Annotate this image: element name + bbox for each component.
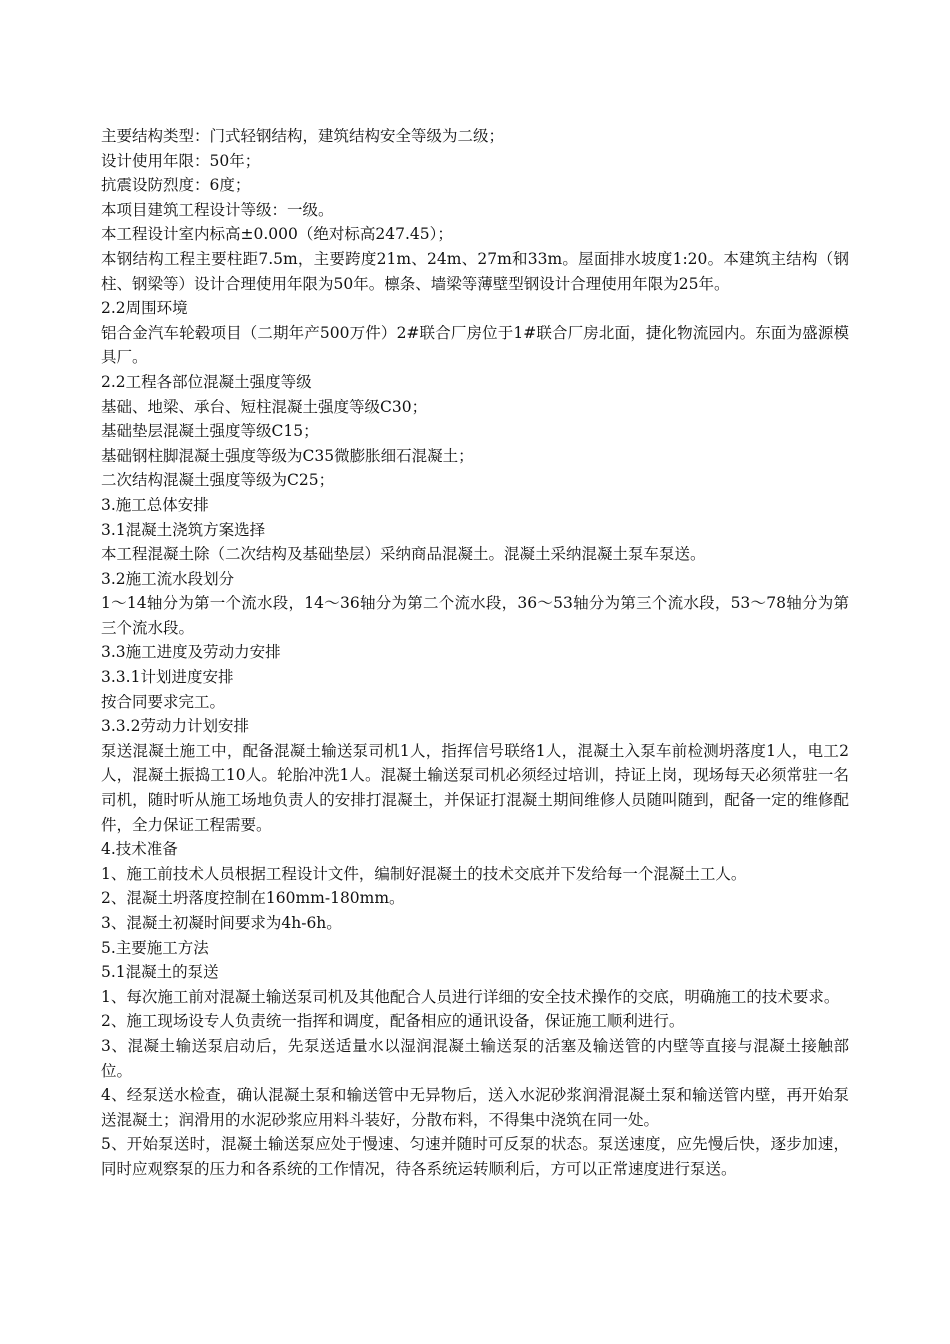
document-body [101,124,849,1182]
technical-prep-item-3: 3、混凝土初凝时间要求为4h-6h。 [101,914,342,932]
flow-sections-paragraph: 1～14轴分为第一个流水段，14～36轴分为第二个流水段，36～53轴分为第三个流水段，53～78轴分为第三个流水段。 [101,594,849,637]
section-heading-concrete-grades: 2.2工程各部位混凝土强度等级 [101,372,312,391]
pumping-item-1: 1、每次施工前对混凝土输送泵司机及其他配合人员进行详细的安全技术操作的交底，明确施工的技术要求。 [101,987,840,1006]
grade-column-base: 基础钢柱脚混凝土强度等级为C35微膨胀细石混凝土； [101,446,474,465]
schedule-paragraph: 按合同要求完工。 [101,692,226,711]
section-heading-pouring-scheme: 3.1混凝土浇筑方案选择 [101,520,266,539]
grade-cushion: 基础垫层混凝土强度等级C15； [101,422,319,441]
section-heading-surroundings: 2.2周围环境 [101,299,188,318]
pumping-item-5: 5、开始泵送时，混凝土输送泵应处于慢速、匀速并随时可反泵的状态。泵送速度，应先慢后快，逐步加速，同时应观察泵的压力和各系统的工作情况，待各系统运转顺利后，方可以正常速度进行泵送。 [101,1135,849,1178]
pumping-item-3: 3、混凝土输送泵启动后，先泵送适量水以湿润混凝土输送泵的活塞及输送管的内壁等直接与混凝土接触部位。 [101,1036,849,1080]
spec-design-grade: 本项目建筑工程设计等级：一级。 [101,200,334,219]
labor-paragraph: 泵送混凝土施工中，配备混凝土输送泵司机1人，指挥信号联络1人，混凝土入泵车前检测坍落度1人，电工2人，混凝土振捣工10人。轮胎冲洗1人。混凝土输送泵司机必须经过培训，持证上岗，现场每天必须常驻一名司机，随时听从施工场地负责人的安排打混凝土，并保证打混凝土期间维修人员随叫随到，配备一定的维修配件，全力保证工程需要。 [101,741,849,834]
pumping-item-2: 2、施工现场设专人负责统一指挥和调度，配备相应的通讯设备，保证施工顺利进行。 [101,1012,685,1031]
spec-structure-type: 主要结构类型：门式轻钢结构，建筑结构安全等级为二级； [101,127,505,145]
section-heading-overall-arrangement: 3.施工总体安排 [101,495,209,514]
spec-column-span-paragraph: 本钢结构工程主要柱距7.5m，主要跨度21m、24m、27m和33m。屋面排水坡度1:20。本建筑主结构（钢柱、钢梁等）设计合理使用年限为50年。檩条、墙梁等薄壁型钢设计合理使用年限为25年。 [101,249,849,293]
section-heading-flow-sections: 3.2施工流水段划分 [101,569,235,588]
section-heading-pumping: 5.1混凝土的泵送 [101,963,219,982]
pouring-scheme-paragraph: 本工程混凝土除（二次结构及基础垫层）采纳商品混凝土。混凝土采纳混凝土泵车泵送。 [101,545,706,564]
section-heading-methods: 5.主要施工方法 [101,938,209,957]
section-heading-technical-prep: 4.技术准备 [101,840,178,859]
technical-prep-item-2: 2、混凝土坍落度控制在160mm-180mm。 [101,889,405,908]
section-heading-labor: 3.3.2劳动力计划安排 [101,717,249,736]
technical-prep-item-1: 1、施工前技术人员根据工程设计文件，编制好混凝土的技术交底并下发给每一个混凝土工人。 [101,864,747,883]
section-heading-schedule: 3.3.1计划进度安排 [101,668,234,687]
section-heading-schedule-labor: 3.3施工进度及劳动力安排 [101,643,281,662]
spec-seismic-intensity: 抗震设防烈度：6度； [101,176,251,195]
spec-indoor-elevation: 本工程设计室内标高±0.000（绝对标高247.45）； [101,225,453,244]
grade-secondary-structure: 二次结构混凝土强度等级为C25； [101,471,335,490]
surroundings-paragraph: 铝合金汽车轮毂项目（二期年产500万件）2#联合厂房位于1#联合厂房北面，捷化物流园内。东面为盛源模具厂。 [101,323,849,367]
spec-design-life: 设计使用年限：50年； [101,151,261,170]
grade-foundation: 基础、地梁、承台、短柱混凝土强度等级C30； [101,397,428,416]
pumping-item-4: 4、经泵送水检查，确认混凝土泵和输送管中无异物后，送入水泥砂浆润滑混凝土泵和输送管内壁，再开始泵送混凝土；润滑用的水泥砂浆应用料斗装好，分散布料，不得集中浇筑在同一处。 [101,1086,849,1129]
